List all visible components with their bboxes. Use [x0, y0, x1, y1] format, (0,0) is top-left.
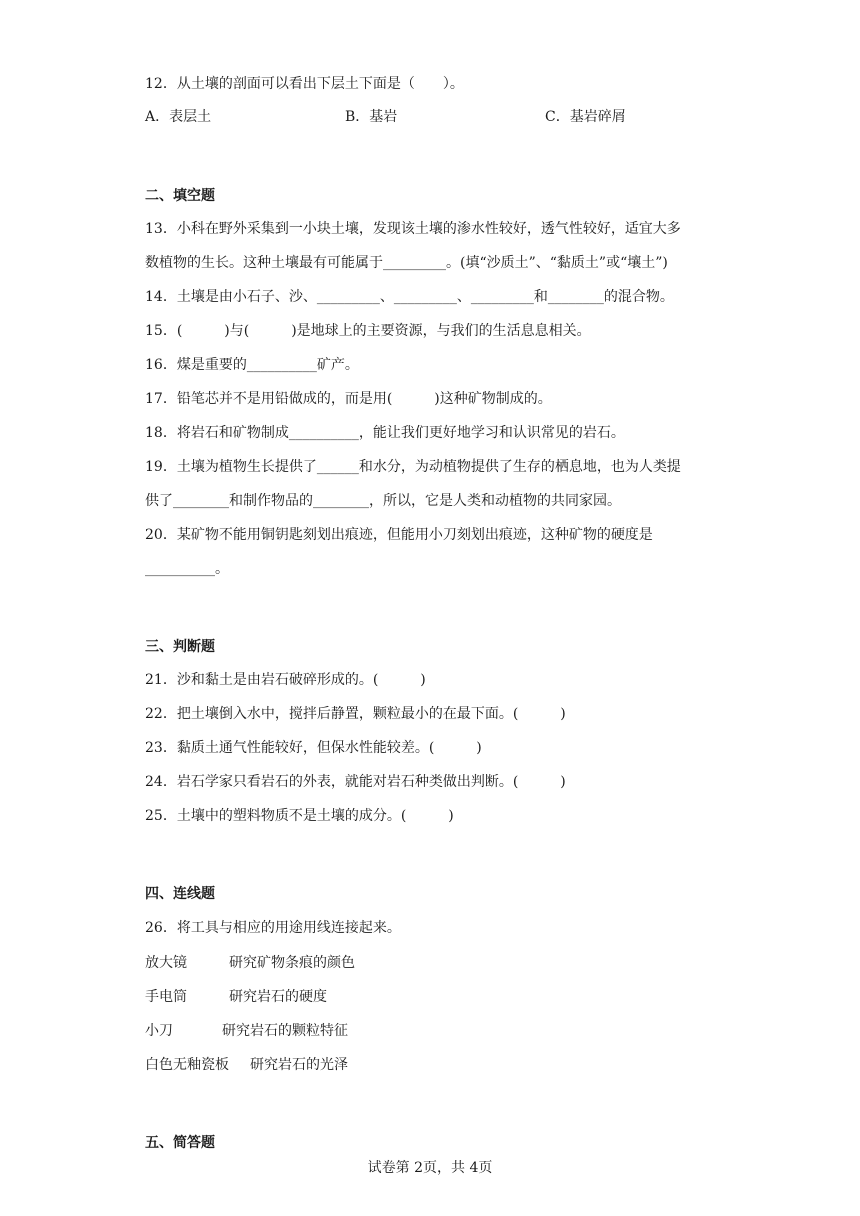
match-use: 研究岩石的光泽 — [250, 1057, 348, 1073]
question-13-line1: 13．小科在野外采集到一小块土壤，发现该土壤的渗水性较好，透气性较好，适宜大多 — [145, 221, 681, 237]
question-12-option-a: A．表层土 — [145, 109, 212, 125]
question-21: 21．沙和黏土是由岩石破碎形成的。( ) — [145, 672, 426, 688]
page-footer: 试卷第 2页，共 4页 — [367, 1160, 493, 1176]
question-19-line2: 供了________和制作物品的________，所以，它是人类和动植物的共同家园。 — [145, 493, 621, 509]
question-15: 15．( )与( )是地球上的主要资源，与我们的生活息息相关。 — [145, 323, 591, 339]
question-23: 23．黏质土通气性能较好，但保水性能较差。( ) — [145, 740, 482, 756]
section-matching-title: 四、连线题 — [145, 886, 215, 902]
question-25: 25．土壤中的塑料物质不是土壤的成分。( ) — [145, 808, 454, 824]
match-use: 研究岩石的颗粒特征 — [222, 1023, 348, 1039]
match-tool: 放大镜 — [145, 955, 187, 971]
section-short-answer-title: 五、简答题 — [145, 1135, 215, 1151]
question-19-line1: 19．土壤为植物生长提供了______和水分，为动植物提供了生存的栖息地，也为人类提 — [145, 459, 681, 475]
question-24: 24．岩石学家只看岩石的外表，就能对岩石种类做出判断。( ) — [145, 774, 566, 790]
section-judge-title: 三、判断题 — [145, 639, 215, 655]
match-use: 研究岩石的硬度 — [229, 989, 327, 1005]
question-20-line1: 20．某矿物不能用铜钥匙刻划出痕迹，但能用小刀刻划出痕迹，这种矿物的硬度是 — [145, 527, 653, 543]
question-13-line2: 数植物的生长。这种土壤最有可能属于_________。(填“沙质土”、“黏质土”或“壤土”) — [145, 255, 668, 271]
question-12-option-c: C．基岩碎屑 — [545, 109, 626, 125]
match-tool: 手电筒 — [145, 989, 187, 1005]
question-26-stem: 26．将工具与相应的用途用线连接起来。 — [145, 920, 401, 936]
question-16: 16．煤是重要的__________矿产。 — [145, 357, 359, 373]
section-fill-blank-title: 二、填空题 — [145, 188, 215, 204]
question-17: 17．铅笔芯并不是用铅做成的，而是用( )这种矿物制成的。 — [145, 391, 552, 407]
match-use: 研究矿物条痕的颜色 — [229, 955, 355, 971]
question-12-option-b: B．基岩 — [345, 109, 398, 125]
match-tool: 小刀 — [145, 1023, 173, 1039]
match-tool: 白色无釉瓷板 — [145, 1057, 229, 1073]
question-12-stem: 12．从土壤的剖面可以看出下层土下面是（ ）。 — [145, 76, 464, 92]
question-14: 14．土壤是由小石子、沙、_________、_________、_________和________的混合物。 — [145, 289, 674, 305]
question-18: 18．将岩石和矿物制成__________，能让我们更好地学习和认识常见的岩石。 — [145, 425, 625, 441]
question-22: 22．把土壤倒入水中，搅拌后静置，颗粒最小的在最下面。( ) — [145, 706, 566, 722]
question-20-line2: __________。 — [145, 561, 229, 577]
